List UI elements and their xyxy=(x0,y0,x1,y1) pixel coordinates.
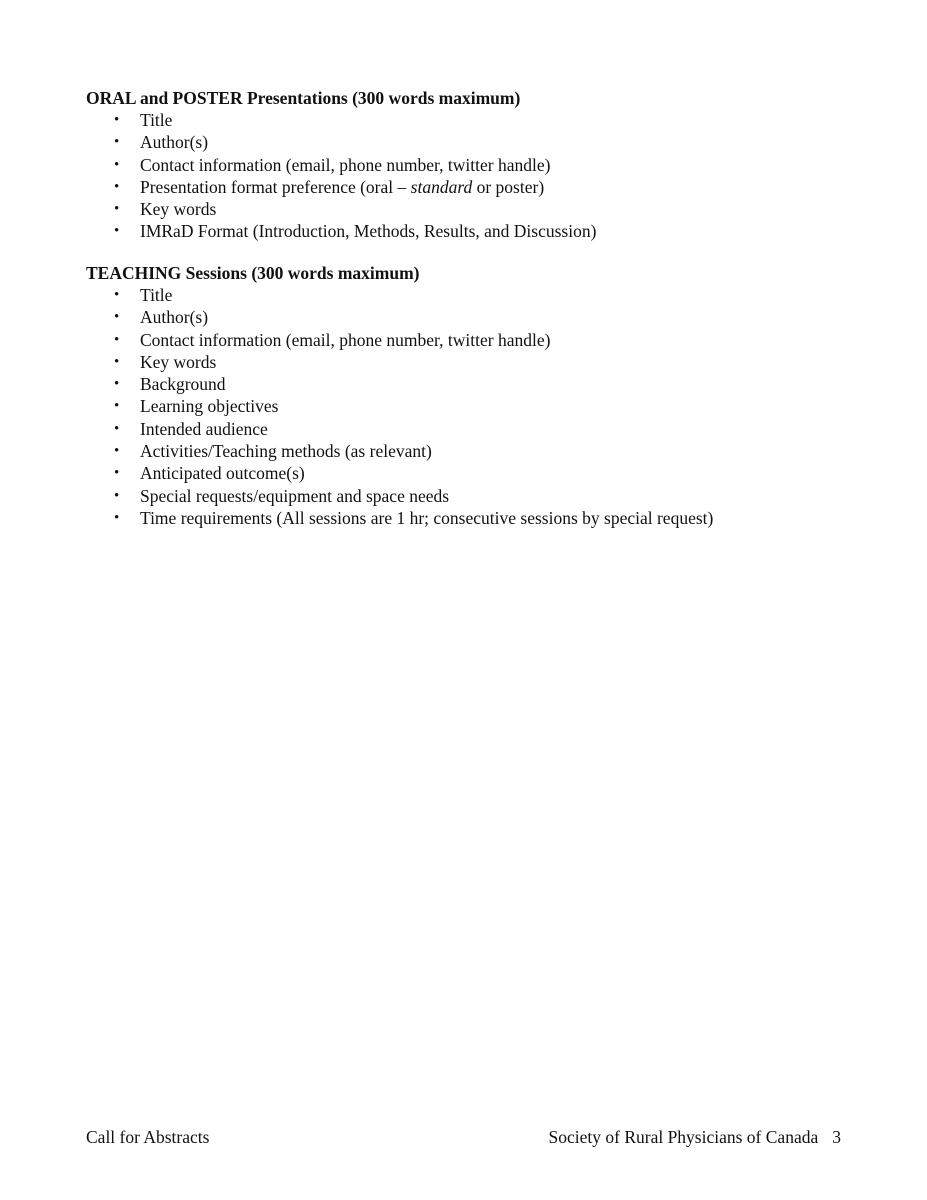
bullet-icon: • xyxy=(114,353,120,370)
bullet-icon: • xyxy=(114,309,120,326)
bullet-icon: • xyxy=(114,134,120,151)
footer-organization-name: Society of Rural Physicians of Canada xyxy=(548,1127,819,1147)
bullet-icon: • xyxy=(114,443,120,460)
section-heading: ORAL and POSTER Presentations (300 words maximum) xyxy=(86,88,521,108)
bullet-icon: • xyxy=(114,201,120,218)
bullet-icon: • xyxy=(114,178,120,195)
bullet-icon: • xyxy=(114,376,120,393)
list-item: • Presentation format preference (oral – standard or poster) xyxy=(114,176,545,197)
bullet-icon: • xyxy=(114,509,120,526)
bullet-icon: • xyxy=(114,287,120,303)
bullet-icon: • xyxy=(114,465,120,482)
list-item: • Anticipated outcome(s) xyxy=(114,463,305,484)
list-item: • Author(s) xyxy=(114,307,209,328)
list-item: • Author(s) xyxy=(114,132,209,153)
list-item: • Contact information (email, phone number, twitter handle) xyxy=(114,329,551,350)
bullet-list xyxy=(86,284,846,529)
bullet-icon: • xyxy=(114,223,120,240)
list-item: • Background xyxy=(114,374,226,395)
footer-document-title: Call for Abstracts xyxy=(86,1127,210,1147)
section-oral-poster xyxy=(86,87,846,243)
bullet-icon: • xyxy=(114,156,120,173)
section-teaching-sessions xyxy=(86,262,846,529)
list-item: • Contact information (email, phone number, twitter handle) xyxy=(114,154,551,175)
bullet-icon: • xyxy=(114,331,120,348)
list-item: • Intended audience xyxy=(114,418,268,439)
list-item: • Special requests/equipment and space needs xyxy=(114,485,450,506)
bullet-icon: • xyxy=(114,420,120,437)
bullet-icon: • xyxy=(114,398,120,415)
list-item: • Learning objectives xyxy=(114,396,279,417)
bullet-list xyxy=(86,109,846,243)
list-item: • Title xyxy=(114,285,173,305)
list-item: • Activities/Teaching methods (as relevant) xyxy=(114,441,432,462)
bullet-icon: • xyxy=(114,112,120,128)
list-item: • Key words xyxy=(114,351,217,372)
list-item: • Title xyxy=(114,110,173,130)
bullet-icon: • xyxy=(114,487,120,504)
list-item: • Time requirements (All sessions are 1 hr; consecutive sessions by special request) xyxy=(114,507,714,528)
list-item: • IMRaD Format (Introduction, Methods, Results, and Discussion) xyxy=(114,221,597,242)
page-number: 3 xyxy=(832,1127,841,1147)
section-heading: TEACHING Sessions (300 words maximum) xyxy=(86,263,420,283)
list-item: • Key words xyxy=(114,199,217,220)
footer-organization xyxy=(549,1126,842,1148)
